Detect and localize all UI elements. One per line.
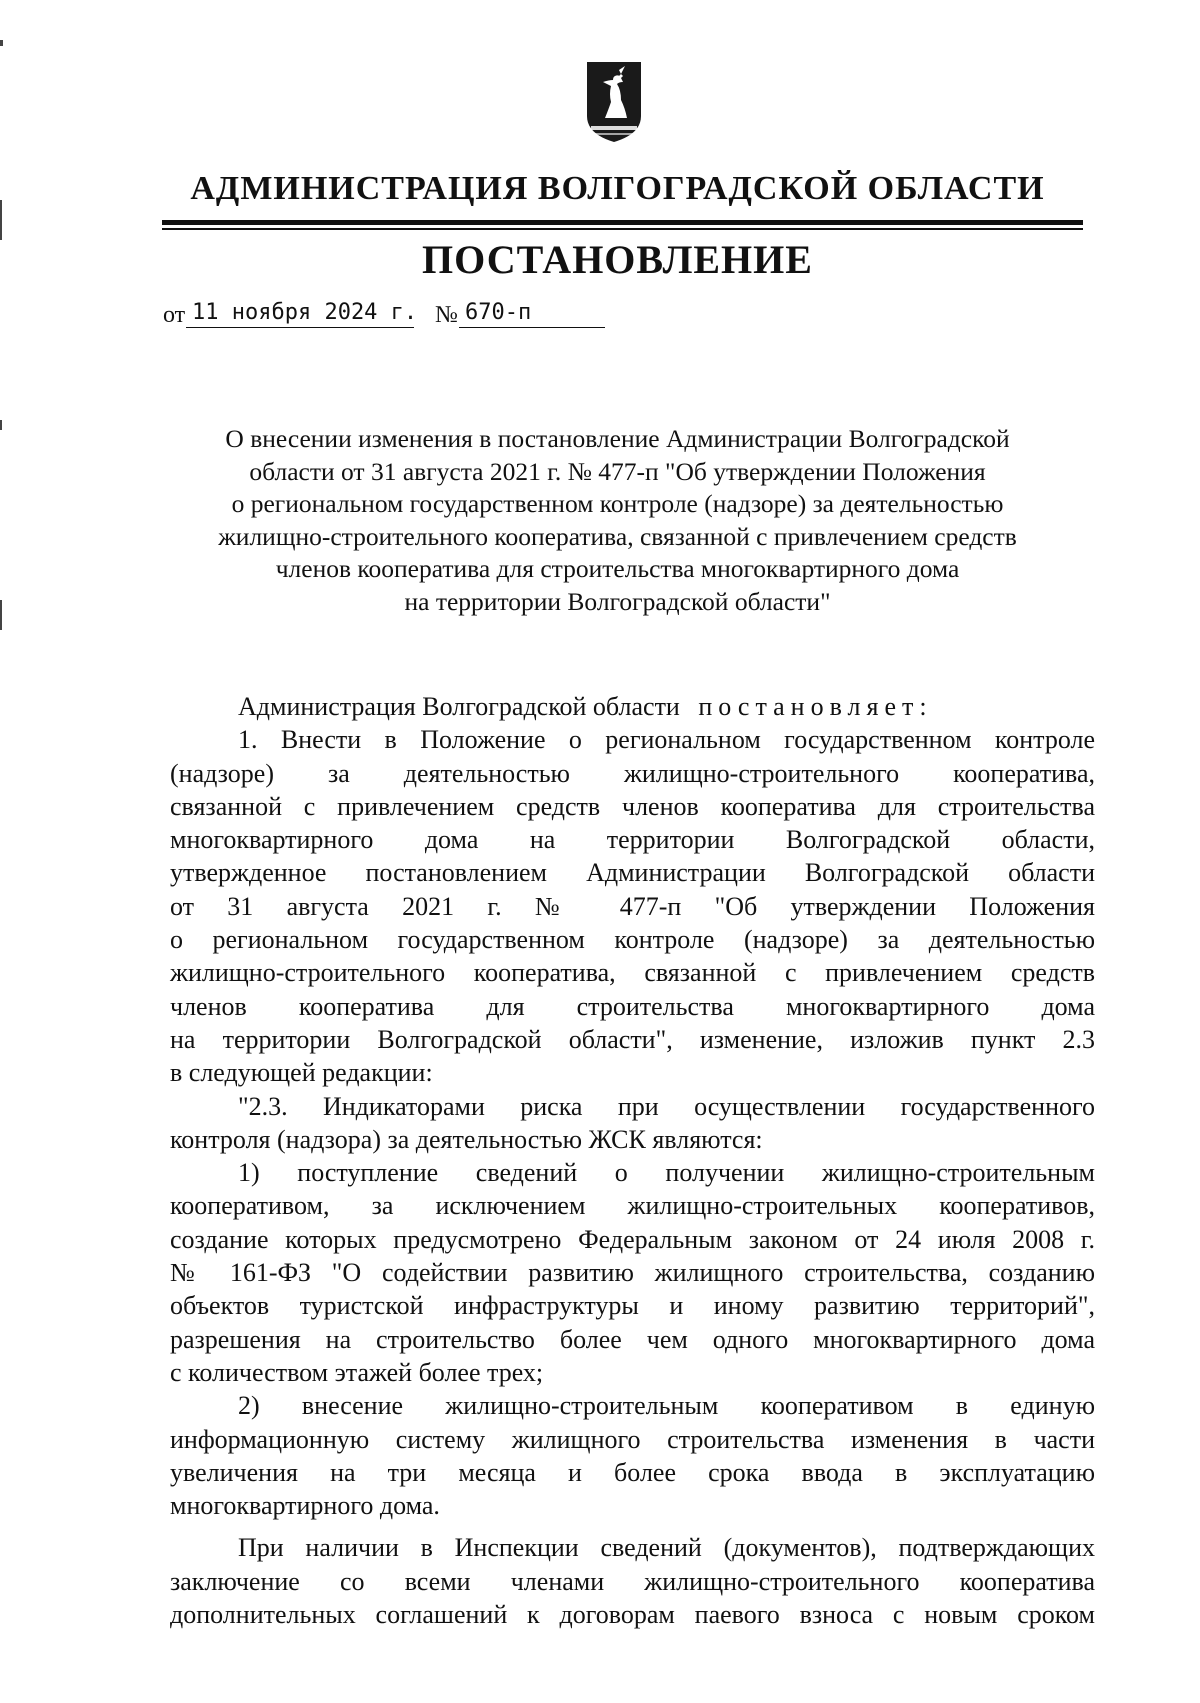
paragraph-4 bbox=[170, 1389, 1095, 1522]
paragraph-line: 2) внесение жилищно-строительным кооперативом в единую bbox=[238, 1391, 1095, 1421]
paragraph-line: № 161-ФЗ "О содействии развитию жилищного строительства, созданию bbox=[170, 1258, 1095, 1288]
paragraph-line: 1) поступление сведений о получении жилищно-строительным bbox=[238, 1158, 1095, 1188]
paragraph-line: "2.3. Индикаторами риска при осуществлении государственного bbox=[238, 1091, 1095, 1121]
document-subject bbox=[150, 423, 1085, 618]
document-body bbox=[170, 690, 1095, 1631]
subject-line: на территории Волгоградской области" bbox=[404, 586, 831, 616]
paragraph-line: увеличения на три месяца и более срока ввода в эксплуатацию bbox=[170, 1457, 1095, 1487]
intro-line bbox=[170, 690, 1095, 723]
document-number: 670-п bbox=[459, 298, 605, 328]
document-type-title: ПОСТАНОВЛЕНИЕ bbox=[422, 237, 813, 282]
paragraph-2 bbox=[170, 1090, 1095, 1157]
subject-line: О внесении изменения в постановление Администрации Волгоградской bbox=[225, 424, 1010, 453]
paragraph-1 bbox=[170, 723, 1095, 1089]
scan-mark bbox=[0, 420, 2, 430]
paragraph-line: 1. Внести в Положение о региональном государственном контроле bbox=[238, 725, 1095, 755]
scan-mark bbox=[0, 600, 2, 630]
paragraph-line: жилищно-строительного кооператива, связанной с привлечением средств bbox=[170, 958, 1095, 988]
paragraph-gap bbox=[170, 1522, 1095, 1531]
paragraph-line: объектов туристской инфраструктуры и иному развитию территорий", bbox=[170, 1291, 1095, 1321]
scan-mark bbox=[0, 40, 3, 46]
scan-mark bbox=[0, 200, 2, 240]
paragraph-3 bbox=[170, 1156, 1095, 1389]
paragraph-5 bbox=[170, 1531, 1095, 1631]
paragraph-line: контроля (надзора) за деятельностью ЖСК являются: bbox=[170, 1124, 763, 1154]
intro-text: Администрация Волгоградской области bbox=[238, 692, 680, 721]
paragraph-line: кооперативом, за исключением жилищно-строительных кооперативов, bbox=[170, 1191, 1095, 1221]
paragraph-line: о региональном государственном контроле (надзоре) за деятельностью bbox=[170, 925, 1095, 955]
document-date: 11 ноября 2024 г. bbox=[186, 298, 414, 328]
paragraph-line: заключение со всеми членами жилищно-строительного кооператива bbox=[170, 1566, 1095, 1596]
paragraph-line: многоквартирного дома. bbox=[170, 1491, 440, 1521]
paragraph-line: создание которых предусмотрено Федеральным законом от 24 июля 2008 г. bbox=[170, 1224, 1095, 1254]
paragraph-line: дополнительных соглашений к договорам паевого взноса с новым сроком bbox=[170, 1600, 1095, 1630]
paragraph-line: (надзоре) за деятельностью жилищно-строительного кооператива, bbox=[170, 758, 1095, 788]
paragraph-line: связанной с привлечением средств членов кооператива для строительства bbox=[170, 791, 1095, 821]
header-rule-thin bbox=[162, 228, 1083, 230]
paragraph-line: многоквартирного дома на территории Волгоградской области, bbox=[170, 825, 1095, 855]
paragraph-line: информационную систему жилищного строительства изменения в части bbox=[170, 1424, 1095, 1454]
intro-verb: постановляет: bbox=[698, 692, 933, 721]
date-prefix: от bbox=[163, 302, 186, 328]
paragraph-line: на территории Волгоградской области", изменение, изложив пункт 2.3 bbox=[170, 1024, 1095, 1054]
subject-line: жилищно-строительного кооператива, связанной с привлечением средств bbox=[218, 521, 1017, 551]
paragraph-line: При наличии в Инспекции сведений (документов), подтверждающих bbox=[238, 1533, 1095, 1563]
paragraph-line: членов кооператива для строительства многоквартирного дома bbox=[170, 991, 1095, 1021]
number-prefix: № bbox=[435, 302, 458, 328]
header-rule-thick bbox=[162, 220, 1083, 225]
organization-title: АДМИНИСТРАЦИЯ ВОЛГОГРАДСКОЙ ОБЛАСТИ bbox=[190, 170, 1045, 207]
subject-line: членов кооператива для строительства многоквартирного дома bbox=[275, 554, 960, 583]
paragraph-line: от 31 августа 2021 г. № 477-п "Об утверждении Положения bbox=[170, 891, 1095, 921]
coat-of-arms-emblem bbox=[585, 60, 643, 144]
subject-line: о региональном государственном контроле (надзоре) за деятельностью bbox=[231, 489, 1004, 518]
paragraph-line: в следующей редакции: bbox=[170, 1058, 433, 1088]
paragraph-line: разрешения на строительство более чем одного многоквартирного дома bbox=[170, 1324, 1095, 1354]
paragraph-line: с количеством этажей более трех; bbox=[170, 1357, 544, 1387]
subject-line: области от 31 августа 2021 г. № 477-п "Об утверждении Положения bbox=[249, 456, 986, 486]
paragraph-line: утвержденное постановлением Администрации Волгоградской области bbox=[170, 858, 1095, 888]
